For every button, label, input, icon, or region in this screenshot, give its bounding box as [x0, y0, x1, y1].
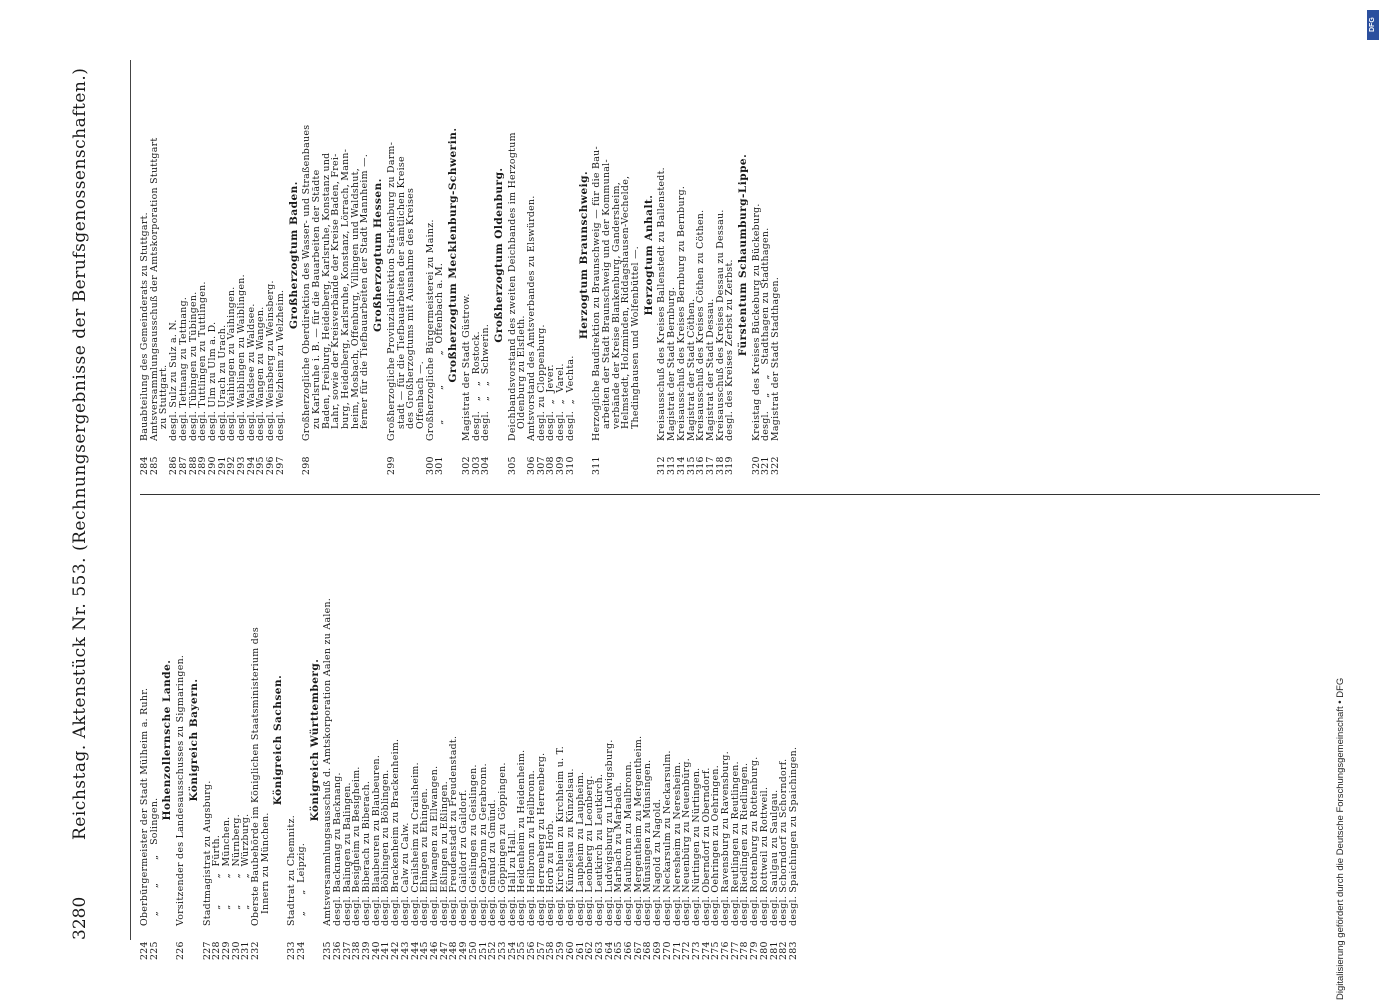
entry-text: Magistrat der Stadt Dessau. [704, 298, 716, 441]
entry-text: desgl. Oberndorf zu Oberndorf. [700, 767, 712, 926]
section-heading: Königreich Bayern. [187, 678, 200, 802]
entry-number: 231 [240, 941, 252, 960]
entry-number: 286 [168, 456, 180, 475]
entry-row [771, 35, 781, 475]
entry-number: 287 [177, 456, 189, 475]
entry-number [397, 441, 407, 475]
entry-text: Vorsitzender des Landesausschusses zu Sigmaringen. [175, 654, 187, 926]
entry-text: desgl. Mergentheim zu Mergentheim. [632, 735, 644, 926]
entry-text: desgl. zu Cloppenburg. [535, 324, 547, 441]
entry-text: Kreisausschuß des Kreises Cöthen zu Cöthen. [695, 209, 707, 441]
dfg-logo: DFG [1367, 10, 1379, 40]
entry-number: 315 [685, 456, 697, 475]
entry-text: desgl. „ „ Schwerin. [480, 323, 492, 441]
entry-number: 310 [564, 456, 576, 475]
section-heading: Königreich Sachsen. [272, 674, 285, 806]
entry-row [725, 35, 735, 475]
entry-text: „ „ „ Offenbach a. M. [434, 262, 446, 441]
entry-number: 309 [555, 456, 567, 475]
entry-number: 293 [236, 456, 248, 475]
entry-number [621, 441, 631, 475]
entry-text: desgl. Böblingen zu Böblingen. [380, 769, 392, 926]
entry-text: desgl. Waldsee zu Waldsee. [245, 303, 257, 441]
entry-number: 299 [385, 456, 397, 475]
entry-row [435, 35, 445, 475]
entry-number: 229 [220, 941, 232, 960]
entry-number: 256 [526, 941, 538, 960]
entry-text: Deichbandsvorstand des zweiten Deichbandes im Herzogtum [506, 132, 518, 441]
entry-text: Großherzogliche Oberdirektion des Wasser- und Straßenbaues [301, 124, 313, 441]
entry-number: 281 [768, 941, 780, 960]
entry-number: 269 [652, 941, 664, 960]
entry-text: Amtsversammlungsausschuß der Amtskorporation Stuttgart [148, 137, 160, 441]
entry-number: 236 [331, 941, 343, 960]
entry-number: 282 [778, 941, 790, 960]
entry-row [297, 520, 307, 960]
entry-number: 271 [671, 941, 683, 960]
entry-number: 267 [632, 941, 644, 960]
entry-number: 312 [656, 456, 668, 475]
entry-text: desgl. Freudenstadt zu Freudenstadt. [448, 735, 460, 926]
entry-number: 291 [216, 456, 228, 475]
entry-number [351, 441, 361, 475]
entry-number: 283 [788, 941, 799, 960]
entry-text: desgl. Geislingen zu Geislingen. [467, 764, 479, 926]
entry-text: desgl. Gmünd zu Gmünd. [487, 799, 499, 926]
entry-text: desgl. Balingen zu Balingen. [341, 782, 353, 926]
left-column [140, 520, 1300, 960]
entry-number: 276 [720, 941, 732, 960]
entry-text: „ „ Würzburg. [240, 813, 252, 926]
section-heading: Herzogtum Anhalt. [642, 194, 655, 316]
entry-number: 242 [390, 941, 402, 960]
entry-number: 277 [729, 941, 741, 960]
entry-row [276, 35, 286, 475]
entry-text: desgl. Schorndorf zu Schorndorf. [778, 758, 790, 926]
section-heading: Königreich Württemberg. [308, 658, 321, 822]
entry-text: „ „ Leipzig. [295, 842, 307, 926]
entry-text: desgl. Ellwangen zu Ellwangen. [428, 765, 440, 926]
entry-text: desgl. Ehingen zu Ehingen. [419, 787, 431, 926]
entry-number: 251 [477, 941, 489, 960]
entry-text: desgl. Crailsheim zu Crailsheim. [409, 762, 421, 926]
entry-text: Offenbach —. [414, 360, 426, 429]
digitization-note-text: Digitalisierung gefördert durch die Deutsche Forschungsgemeinschaft • DFG [1335, 677, 1346, 1000]
entry-text: desgl. Göppingen zu Göppingen. [496, 762, 508, 926]
entry-text: desgl. Tuttlingen zu Tuttlingen. [197, 281, 209, 441]
entry-text: desgl. Oehringen zu Oehringen. [710, 765, 722, 926]
entry-text: des Großherzogtums mit Ausnahme des Kreises [405, 187, 417, 429]
entry-text: Stadtmagistrat zu Augsburg. [201, 780, 213, 926]
entry-number [612, 441, 622, 475]
entry-text: Kreisausschuß des Kreises Dessau zu Dessau. [714, 209, 726, 441]
entry-number: 270 [661, 941, 673, 960]
entry-number: 289 [197, 456, 209, 475]
entry-number: 294 [245, 456, 257, 475]
entry-number: 311 [591, 456, 603, 475]
entry-number: 304 [480, 456, 492, 475]
entry-number: 288 [187, 456, 199, 475]
entry-number: 226 [175, 941, 187, 960]
entry-text: desgl. Gaildorf zu Gaildorf. [458, 789, 470, 926]
entry-text: desgl. Neckarsulm zu Neckarsulm. [661, 750, 673, 926]
entry-number: 243 [399, 941, 411, 960]
entry-number: 240 [370, 941, 382, 960]
entry-text: Lahr, sowie der Kreisverbände der Kreise Baden, Frei- [330, 153, 342, 429]
entry-text: verbände der Kreise Blankenburg, Gandersheim, [610, 181, 622, 429]
entry-number: 305 [506, 456, 518, 475]
entry-row [566, 35, 576, 475]
entry-text: desgl. Nagold zu Nagold. [652, 798, 664, 926]
entry-number: 248 [448, 941, 460, 960]
entry-text: Amtsvorstand des Amtsverbandes zu Elswürden. [526, 195, 538, 441]
entry-text: „ „ München. [220, 816, 232, 926]
entry-text: Helmstedt, Holzminden, Riddagshausen-Vechelde, [620, 175, 632, 429]
entry-text: heim, Mosbach, Offenburg, Villingen und Waldshut, [349, 167, 361, 429]
entry-text: desgl. „ Jever. [545, 364, 557, 441]
page-header [70, 40, 110, 940]
section-heading: Großherzogtum Hessen. [372, 178, 385, 332]
entry-number: 313 [666, 456, 678, 475]
entry-number: 238 [351, 941, 363, 960]
entry-number: 253 [496, 941, 508, 960]
entry-text: „ „ Nürnberg. [230, 814, 242, 926]
entry-number: 258 [545, 941, 557, 960]
entry-text: desgl. Hall zu Hall. [506, 829, 518, 926]
entry-number: 260 [564, 941, 576, 960]
digitization-note [1335, 0, 1355, 1000]
entry-text: desgl. Ludwigsburg zu Ludwigsburg. [603, 739, 615, 926]
page-number: 3280 [70, 896, 90, 940]
entry-text: Stadtrat zu Chemnitz. [286, 815, 298, 926]
entry-continuation [360, 35, 370, 475]
entry-number [360, 441, 370, 475]
entry-number [261, 926, 271, 960]
entry-number: 244 [409, 941, 421, 960]
entry-text: Kreistag des Kreises Bückeburg zu Bückeburg. [750, 203, 762, 441]
entry-number: 316 [695, 456, 707, 475]
entry-text: Amtsversammlungsausschuß d. Amtskorporation Aalen zu Aalen. [322, 597, 334, 926]
entry-text: desgl. Spaichingen zu Spaichingen. [788, 746, 799, 926]
entry-text: Innern zu München. [259, 812, 271, 914]
entry-row [789, 520, 799, 960]
entry-number: 247 [438, 941, 450, 960]
entry-number: 317 [704, 456, 716, 475]
entry-continuation [261, 520, 271, 960]
entry-text: desgl. Tettnang zu Tettnang. [177, 296, 189, 441]
entry-text: „ „ „ Solingen. [148, 797, 160, 926]
section-heading: Hohenzollernsche Lande. [161, 659, 174, 821]
entry-text: Oldenburg zu Elsfleth. [516, 315, 528, 429]
entry-text: Herzogliche Baudirektion zu Braunschweig — für die Bau- [591, 146, 603, 441]
entry-number: 237 [341, 941, 353, 960]
entry-text: desgl. Backnang zu Backnang. [331, 772, 343, 926]
entry-number [331, 441, 341, 475]
entry-text: arbeiten der Stadt Braunschweig und der Kommunal- [600, 159, 612, 429]
entry-text: desgl. „ Vechta. [564, 355, 576, 441]
entry-number: 265 [613, 941, 625, 960]
entry-text: stadt — für die Tiefbauarbeiten der sämtlichen Kreise [395, 156, 407, 429]
entry-text: Kreisausschuß des Kreises Ballenstedt zu Ballenstedt. [656, 167, 668, 441]
section-heading: Großherzogtum Mecklenburg-Schwerin. [447, 127, 460, 383]
entry-text: „ „ Fürth. [211, 834, 223, 926]
entry-text: Oberbürgermeister der Stadt Mülheim a. Ruhr. [139, 687, 150, 926]
entry-number: 318 [714, 456, 726, 475]
entry-text: desgl. Tübingen zu Tübingen. [187, 291, 199, 441]
entry-text: desgl. „ „ Stadthagen zu Stadthagen. [760, 227, 772, 441]
entry-text: Magistrat der Stadt Güstrow. [460, 293, 472, 441]
entry-number: 319 [724, 456, 736, 475]
section-heading: Großherzogtum Oldenburg. [492, 167, 505, 343]
entry-text: desgl. Heidenheim zu Heidenheim. [516, 749, 528, 926]
entry-number: 230 [230, 941, 242, 960]
entry-number: 292 [226, 456, 238, 475]
entry-number: 225 [148, 941, 160, 960]
entry-text: desgl. Biberach zu Biberach. [361, 780, 373, 926]
entry-text: desgl. Maulbronn zu Maulbronn. [623, 760, 635, 926]
section-heading: Herzogtum Braunschweig. [577, 170, 590, 340]
entry-text: desgl. Eßlingen zu Eßlingen. [438, 780, 450, 926]
page-title: Reichstag. Aktenstück Nr. 553. (Rechnungsergebnisse der Berufsgenossenschaften.) [70, 67, 90, 840]
entry-text: desgl. Reutlingen zu Reutlingen. [729, 761, 741, 926]
entry-number: 246 [428, 941, 440, 960]
entry-text: desgl. Vaihingen zu Vaihingen. [226, 286, 238, 441]
entry-text: Bauabteilung des Gemeinderats zu Stuttgart. [139, 212, 150, 441]
right-column [140, 35, 1300, 475]
column-divider [140, 494, 1320, 495]
entry-text: desgl. Saulgau zu Saulgau. [768, 789, 780, 926]
entry-text: Baden, Freiburg, Heidelberg, Karlsruhe, Konstanz und [320, 152, 332, 429]
entry-row [481, 35, 491, 475]
entry-number: 298 [301, 456, 313, 475]
entry-number: 241 [380, 941, 392, 960]
entry-text: Großherzogliche Provinzialdirektion Starkenburg zu Darm- [385, 141, 397, 441]
entry-number: 234 [295, 941, 307, 960]
entry-number: 232 [250, 941, 262, 960]
entry-number: 250 [467, 941, 479, 960]
entry-text: desgl. Calw zu Calw. [399, 822, 411, 926]
entry-number: 263 [593, 941, 605, 960]
entry-number: 321 [760, 456, 772, 475]
entry-text: desgl. Sulz zu Sulz a. N. [168, 319, 180, 441]
entry-text: zu Karlsruhe i. B. — für die Bauarbeiten der Städte [310, 169, 322, 429]
entry-text: Oberste Baubehörde im Königlichen Staatsministerium des [250, 627, 262, 926]
entry-number: 297 [274, 456, 286, 475]
entry-number: 302 [460, 456, 472, 475]
entry-number: 278 [739, 941, 751, 960]
entry-number: 306 [526, 456, 538, 475]
entry-text: desgl. des Kreises Zerbst zu Zerbst. [724, 259, 736, 441]
entry-number: 300 [424, 456, 436, 475]
entry-number [406, 441, 416, 475]
entry-number: 254 [506, 941, 518, 960]
entry-continuation [631, 35, 641, 475]
entry-number: 264 [603, 941, 615, 960]
entry-text: desgl. Welzheim zu Welzheim. [274, 289, 286, 441]
entry-text: desgl. Neuenbürg zu Neuenbürg. [681, 757, 693, 926]
entry-number [322, 441, 332, 475]
entry-text: desgl. Waiblingen zu Waiblingen. [236, 274, 248, 441]
entry-number: 268 [642, 941, 654, 960]
entry-text: desgl. Wangen zu Wangen. [255, 306, 267, 441]
entry-text: desgl. Besigheim zu Besigheim. [351, 766, 363, 926]
entry-number: 224 [139, 941, 150, 960]
entry-number: 280 [758, 941, 770, 960]
entry-number: 233 [286, 941, 298, 960]
entry-text: desgl. „ Varel. [555, 363, 567, 441]
entry-number: 314 [675, 456, 687, 475]
entry-number: 320 [750, 456, 762, 475]
entry-number: 272 [681, 941, 693, 960]
entry-number: 252 [487, 941, 499, 960]
entry-text: desgl. Münsingen zu Münsingen. [642, 759, 654, 926]
entry-number: 245 [419, 941, 431, 960]
entry-text: desgl. Horb zu Horb. [545, 820, 557, 926]
entry-number: 303 [470, 456, 482, 475]
entry-number: 322 [770, 456, 782, 475]
entry-text: desgl. Ravensburg zu Ravensburg. [720, 751, 732, 926]
entry-text: desgl. Rottweil zu Rottweil. [758, 786, 770, 926]
entry-number: 259 [555, 941, 567, 960]
entry-number [341, 441, 351, 475]
entry-number: 275 [710, 941, 722, 960]
entry-number [312, 441, 322, 475]
entry-text: ferner für die Tiefbauarbeiten der Stadt Mannheim —. [359, 153, 371, 429]
section-heading: Fürstentum Schaumburg-Lippe. [737, 153, 750, 357]
entry-text: Großherzogliche Bürgermeisterei zu Mainz. [424, 219, 436, 441]
entry-text: desgl. Kirchheim zu Kirchheim u. T. [555, 745, 567, 926]
entry-text: desgl. Nürtingen zu Nürtingen. [690, 767, 702, 926]
entry-text: desgl. Künzelsau zu Künzelsau. [564, 768, 576, 926]
entry-number: 296 [265, 456, 277, 475]
entry-number: 273 [690, 941, 702, 960]
entry-row [176, 520, 186, 960]
entry-number: 249 [458, 941, 470, 960]
entry-text: Magistrat der Stadt Stadthagen. [770, 276, 782, 441]
entry-number: 295 [255, 456, 267, 475]
entry-number: 290 [206, 456, 218, 475]
entry-number: 235 [322, 941, 334, 960]
entry-text: desgl. Heilbronn zu Heilbronn. [526, 769, 538, 926]
entry-text: Magistrat der Stadt Cöthen. [685, 298, 697, 441]
entry-number: 308 [545, 456, 557, 475]
entry-number: 239 [361, 941, 373, 960]
entry-number [602, 441, 612, 475]
entry-text: desgl. Rottenburg zu Rottenburg. [749, 756, 761, 926]
entry-text: Magistrat der Stadt Bernburg. [666, 286, 678, 441]
entry-text: desgl. Herrenberg zu Herrenberg. [535, 752, 547, 926]
entry-number: 227 [201, 941, 213, 960]
entry-number: 228 [211, 941, 223, 960]
entry-text: desgl. Leutkirch zu Leutkirch. [593, 773, 605, 926]
entry-number: 274 [700, 941, 712, 960]
entry-number: 284 [139, 456, 150, 475]
entry-text: desgl. Neresheim zu Neresheim. [671, 761, 683, 926]
entry-text: desgl. Leonberg zu Leonberg. [584, 775, 596, 926]
entry-text: burg, Heidelberg, Karlsruhe, Konstanz, Lörrach, Mann- [340, 148, 352, 429]
entry-number: 301 [434, 456, 446, 475]
entry-number: 279 [749, 941, 761, 960]
entry-text: desgl. Laupheim zu Laupheim. [574, 771, 586, 926]
entry-text: desgl. Urach zu Urach. [216, 324, 228, 441]
entry-text: desgl. Weinsberg zu Weinsberg. [265, 280, 277, 441]
section-heading: Großherzogtum Baden. [287, 181, 300, 329]
entry-text: zu Stuttgart. [158, 364, 170, 429]
entry-number: 255 [516, 941, 528, 960]
entry-text: Thedinghausen und Wolfenbüttel —. [630, 245, 642, 429]
entry-number [631, 441, 641, 475]
entry-number: 257 [535, 941, 547, 960]
entry-number: 266 [623, 941, 635, 960]
entry-row [150, 520, 160, 960]
header-rule [130, 60, 131, 940]
entry-text: desgl. „ „ Rostock. [470, 331, 482, 441]
entry-text: Kreisausschuß des Kreises Bernburg zu Bernburg. [675, 185, 687, 441]
entry-text: desgl. Gerabronn zu Gerabronn. [477, 763, 489, 926]
entry-text: desgl. Blaubeuren zu Blaubeuren. [370, 754, 382, 926]
entry-number: 261 [574, 941, 586, 960]
entry-number: 307 [535, 456, 547, 475]
entry-text: desgl. Riedlingen zu Riedlingen. [739, 762, 751, 926]
entry-number: 262 [584, 941, 596, 960]
entry-text: desgl. Marbach zu Marbach. [613, 781, 625, 926]
entry-text: desgl. Brackenheim zu Brackenheim. [390, 738, 402, 926]
entry-number: 285 [148, 456, 160, 475]
entry-text: desgl. Ulm zu Ulm a. D. [206, 321, 218, 441]
